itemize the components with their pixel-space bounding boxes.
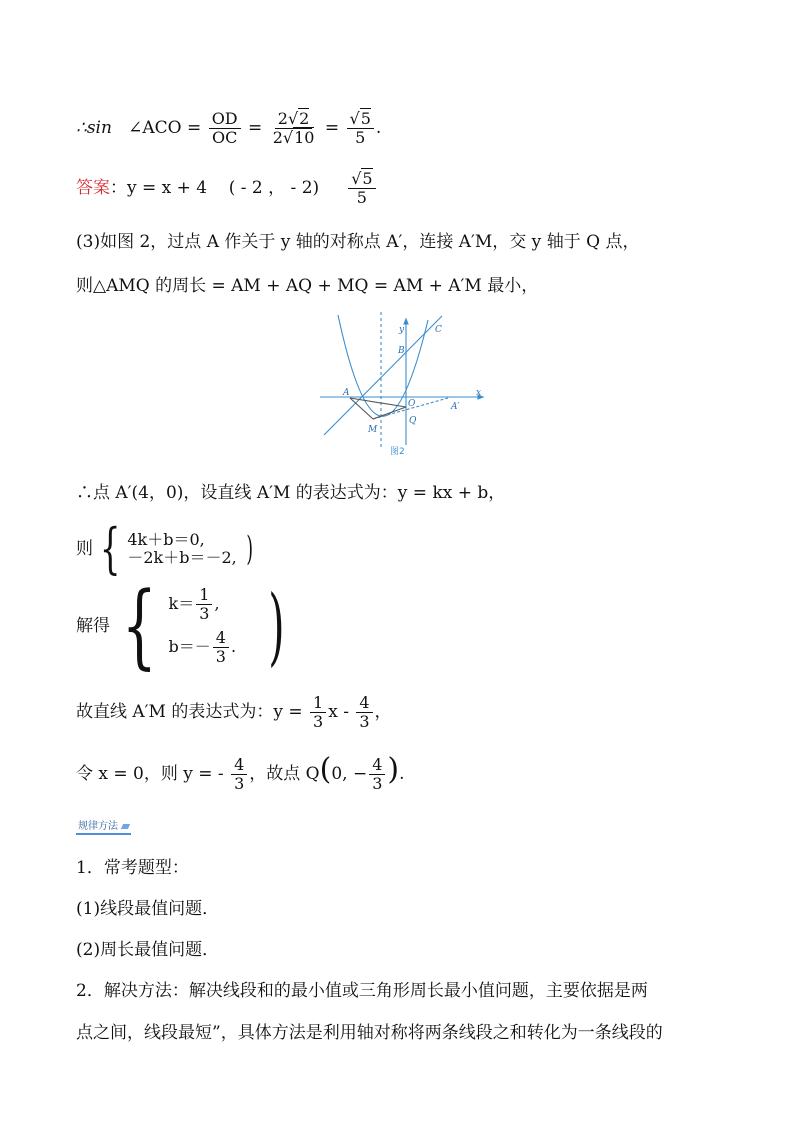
q-inner: 0, − bbox=[331, 764, 368, 784]
frac-num: OD bbox=[209, 110, 241, 129]
frac-four-thirds bbox=[231, 756, 247, 793]
label-o: O bbox=[408, 399, 416, 409]
label-aprime: A′ bbox=[451, 402, 460, 412]
answer-equation: y = x + 4 bbox=[127, 178, 208, 198]
fraction-od-oc bbox=[209, 110, 241, 147]
frac-den: 5 bbox=[356, 188, 367, 207]
part3-line2: 则△AMQ 的周长 = AM + AQ + MQ = AM + A′M 最小， bbox=[76, 276, 539, 296]
frac-den: OC bbox=[211, 128, 238, 147]
item-2-line1: 2．解决方法：解决线段和的最小值或三角形周长最小值问题，主要依据是两 bbox=[76, 981, 648, 1001]
frac-num: 4 bbox=[231, 756, 247, 775]
final-end: ， bbox=[374, 702, 392, 722]
line-ac bbox=[324, 316, 442, 435]
part3-line1: (3)如图 2，过点 A 作关于 y 轴的对称点 A′，连接 A′M，交 y 轴于 Q 点， bbox=[76, 232, 640, 252]
sqrt-sign: √2 bbox=[287, 109, 310, 128]
q-prefix: 令 x = 0，则 y = - bbox=[76, 764, 224, 784]
left-brace: { bbox=[121, 572, 157, 679]
q-mid: ，故点 Q bbox=[249, 764, 320, 784]
row2-left: b＝－ bbox=[168, 637, 211, 656]
label-b: B bbox=[398, 346, 405, 356]
figure-caption: 图2 bbox=[390, 447, 405, 457]
system1-row1: 4k＋b＝0, bbox=[127, 530, 205, 549]
item-1b: (2)周长最值问题． bbox=[76, 940, 220, 960]
right-paren: ) bbox=[268, 577, 285, 675]
sin-prefix: ∴sin bbox=[76, 118, 112, 138]
frac-den: 3 bbox=[234, 774, 245, 793]
system-2 bbox=[76, 572, 293, 679]
period: . bbox=[375, 118, 382, 138]
method-tag-label: 规律方法 bbox=[78, 821, 118, 832]
label-c: C bbox=[435, 325, 442, 335]
frac-den: 3 bbox=[313, 712, 324, 731]
equals-sign: = bbox=[324, 118, 340, 138]
angle-aco: ∠ACO = bbox=[128, 118, 202, 138]
figure-2 bbox=[318, 310, 488, 460]
answer-line bbox=[76, 170, 378, 207]
system1-row2: －2k＋b＝－2, bbox=[127, 548, 237, 567]
coef: 2 bbox=[272, 128, 283, 147]
frac-four-thirds bbox=[213, 629, 229, 666]
item-2-line2: 点之间，线段最短”，具体方法是利用轴对称将两条线段之和转化为一条线段的 bbox=[76, 1023, 663, 1043]
sqrt-sign: √10 bbox=[282, 128, 315, 147]
left-paren: ( bbox=[319, 752, 332, 787]
coef: 2 bbox=[277, 109, 288, 128]
colon: ： bbox=[110, 178, 127, 198]
label-m: M bbox=[368, 425, 378, 435]
left-brace: { bbox=[99, 517, 121, 580]
system2-row2 bbox=[169, 629, 237, 666]
row1-end: , bbox=[214, 594, 220, 613]
frac-den: 5 bbox=[355, 128, 366, 147]
answer-point: ( - 2 ， - 2) bbox=[228, 178, 320, 198]
radicand: 10 bbox=[294, 128, 315, 147]
sin-aco-line bbox=[76, 110, 381, 147]
label-q: Q bbox=[409, 416, 417, 426]
frac-one-third bbox=[196, 586, 212, 623]
frac-den: 3 bbox=[215, 647, 226, 666]
answer-fraction bbox=[348, 170, 375, 207]
fraction-root2-root10 bbox=[270, 110, 318, 147]
equals-sign: = bbox=[248, 118, 263, 138]
row2-end: . bbox=[230, 637, 237, 656]
system2-row1 bbox=[169, 586, 237, 623]
y-axis-arrow bbox=[404, 319, 408, 324]
system2-prefix: 解得 bbox=[76, 616, 110, 636]
system1-prefix: 则 bbox=[76, 539, 93, 559]
frac-den: 3 bbox=[359, 712, 370, 731]
segment-mq bbox=[373, 407, 406, 419]
row1-left: k＝ bbox=[168, 594, 195, 613]
frac-den: 3 bbox=[372, 774, 383, 793]
method-tag bbox=[76, 817, 131, 835]
pencil-icon bbox=[121, 824, 130, 829]
frac-four-thirds bbox=[356, 694, 372, 731]
frac-num: 1 bbox=[310, 694, 326, 713]
radicand: 5 bbox=[362, 169, 373, 188]
label-a: A bbox=[343, 388, 350, 398]
sqrt-sign: √5 bbox=[349, 109, 371, 128]
frac-num: 4 bbox=[369, 756, 385, 775]
label-y: y bbox=[399, 325, 405, 335]
radicand: 2 bbox=[299, 109, 310, 128]
sqrt-sign: √5 bbox=[351, 169, 373, 188]
item-1a: (1)线段最值问题． bbox=[76, 899, 220, 919]
point-q-line bbox=[76, 752, 405, 793]
frac-four-thirds bbox=[369, 756, 385, 793]
frac-num: 1 bbox=[196, 586, 212, 605]
frac-num: 4 bbox=[356, 694, 372, 713]
answer-label: 答案 bbox=[76, 178, 110, 198]
label-x: x bbox=[476, 388, 482, 398]
q-end: . bbox=[399, 764, 405, 784]
right-paren: ) bbox=[246, 529, 253, 569]
system-1 bbox=[76, 517, 256, 580]
fraction-root5-5 bbox=[347, 110, 374, 147]
frac-one-third bbox=[310, 694, 326, 731]
point-aprime-line: ∴点 A′(4，0)，设直线 A′M 的表达式为：y = kx + b， bbox=[76, 483, 506, 503]
frac-num: 4 bbox=[213, 629, 229, 648]
final-prefix: 故直线 A′M 的表达式为：y = bbox=[76, 702, 303, 722]
item-1: 1．常考题型： bbox=[76, 858, 189, 878]
right-paren: ) bbox=[387, 752, 400, 787]
radicand: 5 bbox=[360, 109, 371, 128]
final-mid: x - bbox=[328, 702, 349, 722]
frac-den: 3 bbox=[199, 604, 210, 623]
final-expression-line bbox=[76, 694, 392, 731]
